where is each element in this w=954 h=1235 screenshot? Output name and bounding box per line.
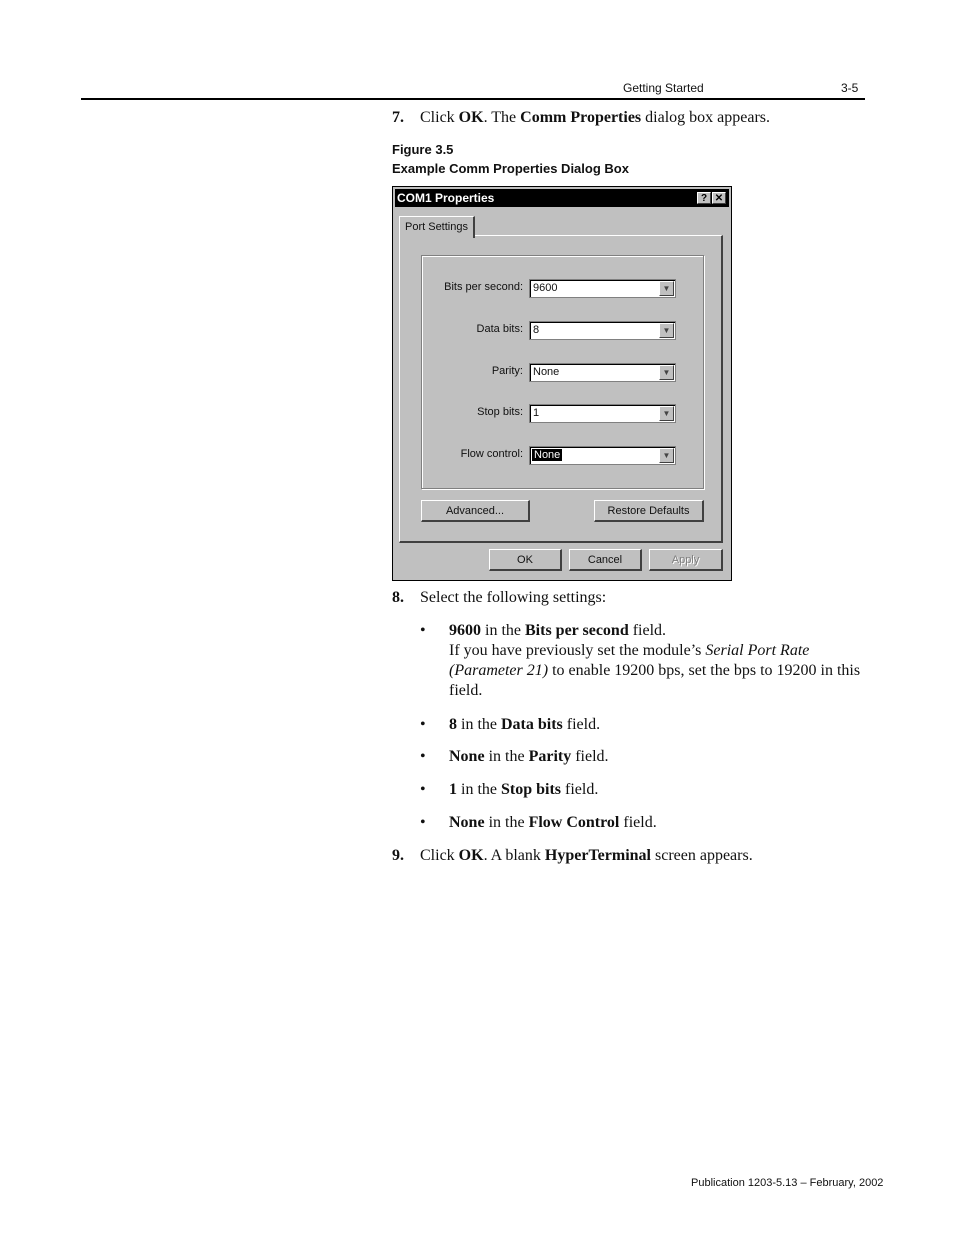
bits-per-second-select[interactable] bbox=[529, 279, 676, 298]
list-text: field. bbox=[619, 814, 657, 831]
step-9 bbox=[392, 846, 753, 866]
step-text: . A blank bbox=[483, 847, 545, 864]
field-label: Stop bits: bbox=[477, 406, 523, 418]
figure-caption: Example Comm Properties Dialog Box bbox=[392, 161, 629, 176]
field-name: Flow Control bbox=[528, 814, 620, 831]
ok-button[interactable]: OK bbox=[489, 549, 562, 571]
list-text: in the bbox=[484, 748, 529, 765]
apply-button[interactable]: Apply bbox=[649, 549, 723, 571]
restore-defaults-button[interactable]: Restore Defaults bbox=[594, 500, 704, 522]
bullet: • bbox=[420, 716, 426, 733]
list-text: field. bbox=[561, 781, 599, 798]
setting-value: 8 bbox=[449, 716, 457, 733]
dropdown-arrow-icon[interactable]: ▼ bbox=[659, 406, 674, 421]
field-flow-control bbox=[393, 446, 733, 466]
tab-port-settings[interactable]: Port Settings bbox=[399, 216, 475, 238]
field-label: Data bits: bbox=[476, 323, 523, 335]
step-bold: Comm Properties bbox=[520, 109, 642, 126]
bullet: • bbox=[420, 748, 426, 765]
list-text: field. bbox=[562, 716, 601, 733]
figure-number: Figure 3.5 bbox=[392, 142, 454, 157]
field-stop-bits bbox=[393, 404, 733, 424]
step-8 bbox=[392, 588, 606, 608]
cancel-button[interactable]: Cancel bbox=[569, 549, 642, 571]
list-note-italic: Serial Port Rate (Parameter 21) bbox=[449, 642, 810, 679]
header-page-number: 3-5 bbox=[841, 81, 859, 95]
header-rule bbox=[81, 98, 865, 100]
field-data-bits bbox=[393, 321, 733, 341]
field-name: Bits per second bbox=[525, 622, 629, 639]
select-value: None bbox=[533, 366, 560, 378]
step-bold: HyperTerminal bbox=[544, 847, 651, 864]
list-text: field. bbox=[628, 622, 667, 639]
bullet: • bbox=[420, 781, 426, 798]
dropdown-arrow-icon[interactable]: ▼ bbox=[659, 448, 674, 463]
field-name: Stop bits bbox=[501, 781, 562, 798]
step-text: Click bbox=[420, 109, 459, 126]
step-text: Click bbox=[420, 847, 459, 864]
field-name: Data bits bbox=[501, 716, 563, 733]
parity-select[interactable] bbox=[529, 363, 676, 382]
list-note: to enable 19200 bps, set the bps to 19200 in this field. bbox=[449, 662, 861, 699]
list-text: in the bbox=[457, 781, 501, 798]
list-text: in the bbox=[481, 622, 525, 639]
field-label: Flow control: bbox=[460, 448, 523, 460]
step-7 bbox=[392, 108, 770, 128]
step-text: . The bbox=[483, 109, 521, 126]
help-button[interactable]: ? bbox=[697, 192, 711, 204]
dropdown-arrow-icon[interactable]: ▼ bbox=[659, 365, 674, 380]
select-value: None bbox=[534, 449, 561, 461]
field-label: Bits per second: bbox=[444, 281, 523, 293]
publication-footer: Publication 1203-5.13 – February, 2002 bbox=[691, 1177, 884, 1189]
field-label: Parity: bbox=[491, 365, 523, 377]
step-number: 8. bbox=[392, 589, 404, 606]
select-value: 1 bbox=[533, 407, 540, 419]
step-number: 9. bbox=[392, 847, 404, 864]
setting-value: 1 bbox=[449, 781, 457, 798]
data-bits-select[interactable] bbox=[529, 321, 676, 340]
step-number: 7. bbox=[392, 109, 404, 126]
bullet: • bbox=[420, 622, 426, 639]
stop-bits-select[interactable] bbox=[529, 404, 676, 423]
step-text: dialog box appears. bbox=[641, 109, 771, 126]
dialog-title: COM1 Properties bbox=[397, 191, 495, 205]
select-value: 8 bbox=[533, 324, 540, 336]
step-bold: OK bbox=[458, 109, 484, 126]
comm-properties-dialog bbox=[392, 186, 732, 581]
step-text: Select the following settings: bbox=[420, 589, 607, 606]
dropdown-arrow-icon[interactable]: ▼ bbox=[659, 323, 674, 338]
step-bold: OK bbox=[458, 847, 484, 864]
header-section: Getting Started bbox=[623, 81, 704, 95]
field-name: Parity bbox=[528, 748, 572, 765]
select-value: 9600 bbox=[533, 282, 558, 294]
dropdown-arrow-icon[interactable]: ▼ bbox=[659, 281, 674, 296]
advanced-button[interactable]: Advanced... bbox=[421, 500, 530, 522]
list-text: in the bbox=[484, 814, 529, 831]
setting-value: None bbox=[449, 814, 485, 831]
bullet: • bbox=[420, 814, 426, 831]
list-text: field. bbox=[571, 748, 609, 765]
flow-control-select[interactable] bbox=[529, 446, 676, 465]
dialog-titlebar bbox=[395, 189, 729, 207]
close-button[interactable]: ✕ bbox=[712, 192, 726, 204]
field-parity bbox=[393, 363, 733, 383]
setting-value: 9600 bbox=[449, 622, 481, 639]
list-note: If you have previously set the module’s bbox=[449, 642, 706, 659]
field-bits-per-second bbox=[393, 279, 733, 299]
step-text: screen appears. bbox=[650, 847, 753, 864]
list-text: in the bbox=[457, 716, 501, 733]
setting-value: None bbox=[449, 748, 485, 765]
